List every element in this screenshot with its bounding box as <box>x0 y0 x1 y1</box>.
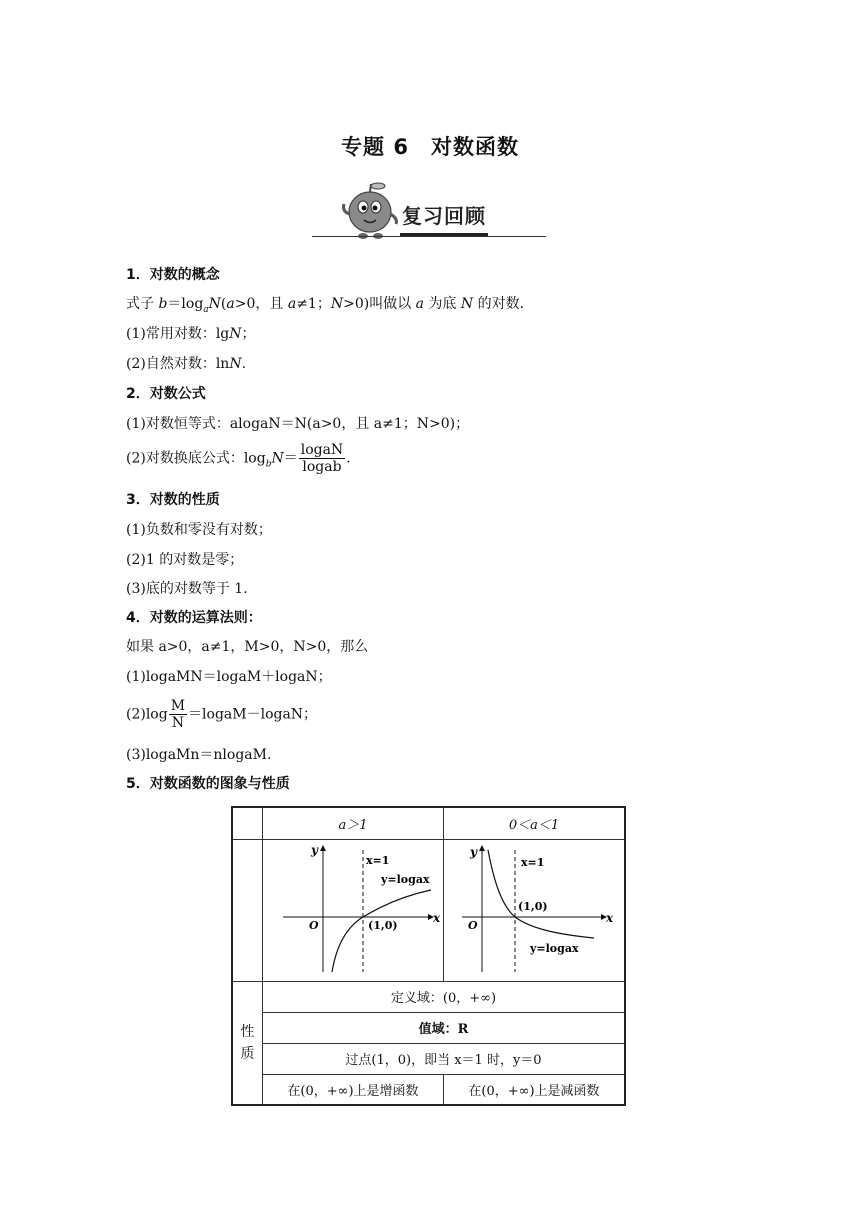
fraction-numerator: logaN <box>300 442 344 458</box>
range-cell: 值域：R <box>263 1012 626 1043</box>
rule-power: (3)logaMn＝nlogaM. <box>126 747 272 763</box>
vline-label: x=1 <box>521 856 545 869</box>
x-label: x <box>606 911 614 925</box>
graph-increasing-cell <box>263 839 444 981</box>
property-3: (3)底的对数等于 1. <box>126 581 248 597</box>
review-banner <box>312 178 548 242</box>
table-corner-cell <box>232 807 263 839</box>
origin-label: O <box>468 919 478 932</box>
y-label: y <box>311 843 318 857</box>
log-identity: (1)对数恒等式：alogaN＝N(a>0，且 a≠1；N>0)； <box>126 416 470 432</box>
fraction-denominator: logab <box>302 459 342 475</box>
natural-log: (2)自然对数：lnN. <box>126 356 247 372</box>
graph-row-label <box>232 839 263 981</box>
graph-decreasing <box>444 840 624 980</box>
rule-quotient: (2)log $\frac{M}{N}$ ＝logaM－logaN； <box>126 698 318 731</box>
log-function-table <box>231 806 626 1106</box>
section-4-heading: 4．对数的运算法则： <box>126 610 262 626</box>
col-header-a-greater-1: a＞1 <box>263 807 444 839</box>
decreasing-cell: 在(0，+∞)上是减函数 <box>444 1074 626 1105</box>
apple-mascot-icon <box>336 178 406 242</box>
domain-cell: 定义域：(0，+∞) <box>263 981 626 1012</box>
col-header-a-between-0-1: 0＜a＜1 <box>444 807 626 839</box>
section-5-heading: 5．对数函数的图象与性质 <box>126 776 290 792</box>
curve-label: y=logax <box>381 873 430 886</box>
fixed-point-cell: 过点(1，0)，即当 x＝1 时，y＝0 <box>263 1043 626 1074</box>
change-of-base: (2)对数换底公式：$\log_bN=$ $\frac{\text{logaN}}{\text{logab}}$ . <box>126 442 351 475</box>
increasing-cell: 在(0，+∞)上是增函数 <box>263 1074 444 1105</box>
property-2: (2)1 的对数是零； <box>126 552 244 568</box>
common-log: (1)常用对数：lgN； <box>126 326 256 342</box>
rule-product: (1)logaMN＝logaM＋logaN； <box>126 669 332 685</box>
graph-decreasing-cell <box>444 839 626 981</box>
y-label: y <box>470 845 477 859</box>
property-1: (1)负数和零没有对数； <box>126 522 272 538</box>
curve-label: y=logax <box>530 942 579 955</box>
rule-conditions: 如果 a>0，a≠1，M>0，N>0，那么 <box>126 639 369 655</box>
banner-rule <box>312 236 546 237</box>
x-label: x <box>433 911 441 925</box>
section-2-heading: 2．对数公式 <box>126 386 206 402</box>
properties-label: 性质 <box>232 981 263 1105</box>
banner-label: 复习回顾 <box>402 204 486 228</box>
page-title: 专题 6 对数函数 <box>341 135 519 159</box>
graph-increasing <box>263 840 443 980</box>
section-1-heading: 1．对数的概念 <box>126 267 220 283</box>
vline-label: x=1 <box>366 854 390 867</box>
origin-label: O <box>309 919 319 932</box>
point-label: (1,0) <box>518 900 548 913</box>
section-3-heading: 3．对数的性质 <box>126 492 220 508</box>
point-label: (1,0) <box>368 919 398 932</box>
section-1-definition: 式子 $b=\log_aN(a>0$，且 a≠1；N>0)叫做以 a 为底 N 的对数． <box>126 296 534 315</box>
